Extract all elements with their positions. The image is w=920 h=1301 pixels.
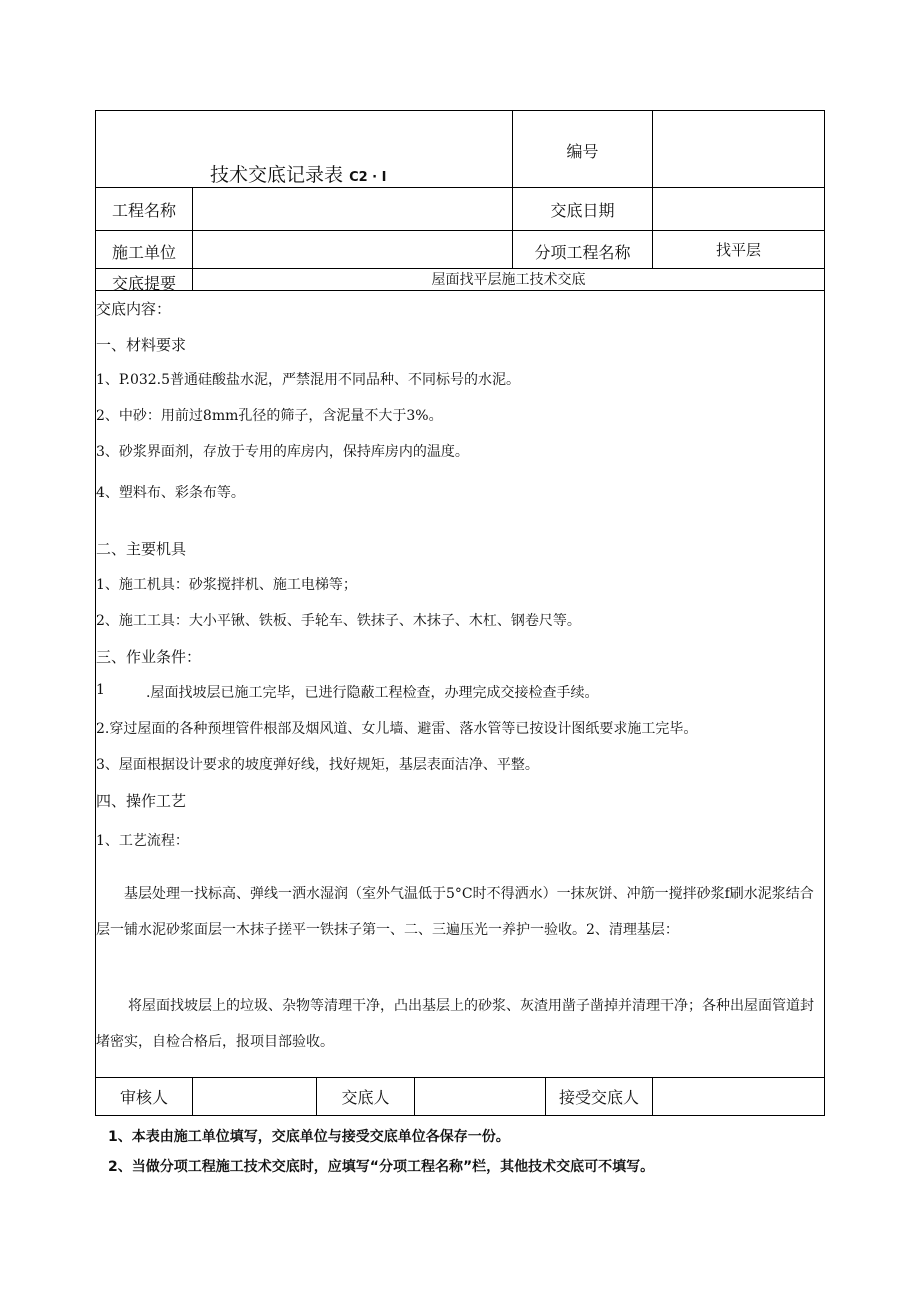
project-name-field[interactable] xyxy=(193,188,512,230)
number-label: 编号 xyxy=(566,141,599,161)
list-item: 2.穿过屋面的各种预埋管件根部及烟风道、女儿墙、避雷、落水管等已按设计图纸要求施工完毕。 xyxy=(96,721,698,737)
date-label: 交底日期 xyxy=(550,200,615,220)
form-title xyxy=(210,160,386,187)
receiver-field[interactable] xyxy=(653,1078,824,1115)
content-label: 交底内容： xyxy=(96,300,172,318)
discloser-label: 交底人 xyxy=(341,1088,390,1107)
project-name-label: 工程名称 xyxy=(111,200,176,220)
date-field[interactable] xyxy=(653,188,824,230)
subproject-value: 找平层 xyxy=(715,241,761,259)
list-item: 2、中砂：用前过8mm孔径的筛子，含泥量不大于3%。 xyxy=(96,408,443,424)
receiver-label: 接受交底人 xyxy=(558,1088,639,1107)
list-item: 3、屋面根据设计要求的坡度弹好线，找好规矩，基层表面洁净、平整。 xyxy=(96,757,539,773)
list-item: 3、砂浆界面剂，存放于专用的库房内，保持库房内的温度。 xyxy=(96,444,469,460)
section-title-conditions: 三、作业条件： xyxy=(96,648,202,666)
table-border-right xyxy=(824,110,825,1116)
unit-field[interactable] xyxy=(193,231,512,268)
row-divider xyxy=(95,290,825,291)
reviewer-field[interactable] xyxy=(193,1078,316,1115)
form-code: C2 · I xyxy=(349,170,387,185)
discloser-field[interactable] xyxy=(415,1078,545,1115)
reviewer-label: 审核人 xyxy=(119,1088,168,1107)
subproject-label: 分项工程名称 xyxy=(534,242,631,262)
section-title-process: 四、操作工艺 xyxy=(96,792,187,810)
footnote: 1、本表由施工单位填写，交底单位与接受交底单位各保存一份。 xyxy=(108,1129,510,1145)
table-border-bottom xyxy=(95,1115,825,1116)
list-item: 1、工艺流程： xyxy=(96,833,189,849)
list-item-number: 1 xyxy=(96,682,105,698)
number-field[interactable] xyxy=(653,111,824,187)
list-item: 1、P.032.5普通硅酸盐水泥，严禁混用不同品种、不同标号的水泥。 xyxy=(96,372,521,388)
clean-base-paragraph: 将屋面找坡层上的垃圾、杂物等清理干净，凸出基层上的砂浆、灰渣用凿子凿掉并清理干净；各种出屋面管道封堵密实，自检合格后，报项目部验收。 xyxy=(96,998,814,1050)
list-item: 4、塑料布、彩条布等。 xyxy=(96,485,245,501)
list-item: 2、施工工具：大小平锹、铁板、手轮车、铁抹子、木抹子、木杠、钢卷尺等。 xyxy=(96,613,581,629)
section-title-materials: 一、材料要求 xyxy=(96,336,187,354)
list-item: 1、施工机具：砂浆搅拌机、施工电梯等； xyxy=(96,577,357,593)
summary-label: 交底提要 xyxy=(111,273,176,293)
form-title-text: 技术交底记录表 xyxy=(210,164,344,186)
section-title-tools: 二、主要机具 xyxy=(96,540,187,558)
summary-value: 屋面找平层施工技术交底 xyxy=(431,272,586,288)
process-flow-paragraph: 基层处理一找标高、弹线一洒水湿润（室外气温低于5°C时不得洒水）一抹灰饼、冲筋一搅拌砂浆f刷水泥浆结合层一铺水泥砂浆面层一木抹子搓平一铁抹子第一、二、三遍压光一养护一验收。2、清理基层： xyxy=(96,886,814,938)
footnote: 2、当做分项工程施工技术交底时，应填写“分项工程名称”栏，其他技术交底可不填写。 xyxy=(108,1159,655,1175)
unit-label: 施工单位 xyxy=(111,242,176,262)
list-item: .屋面找坡层已施工完毕，已进行隐蔽工程检查，办理完成交接检查手续。 xyxy=(146,685,599,701)
